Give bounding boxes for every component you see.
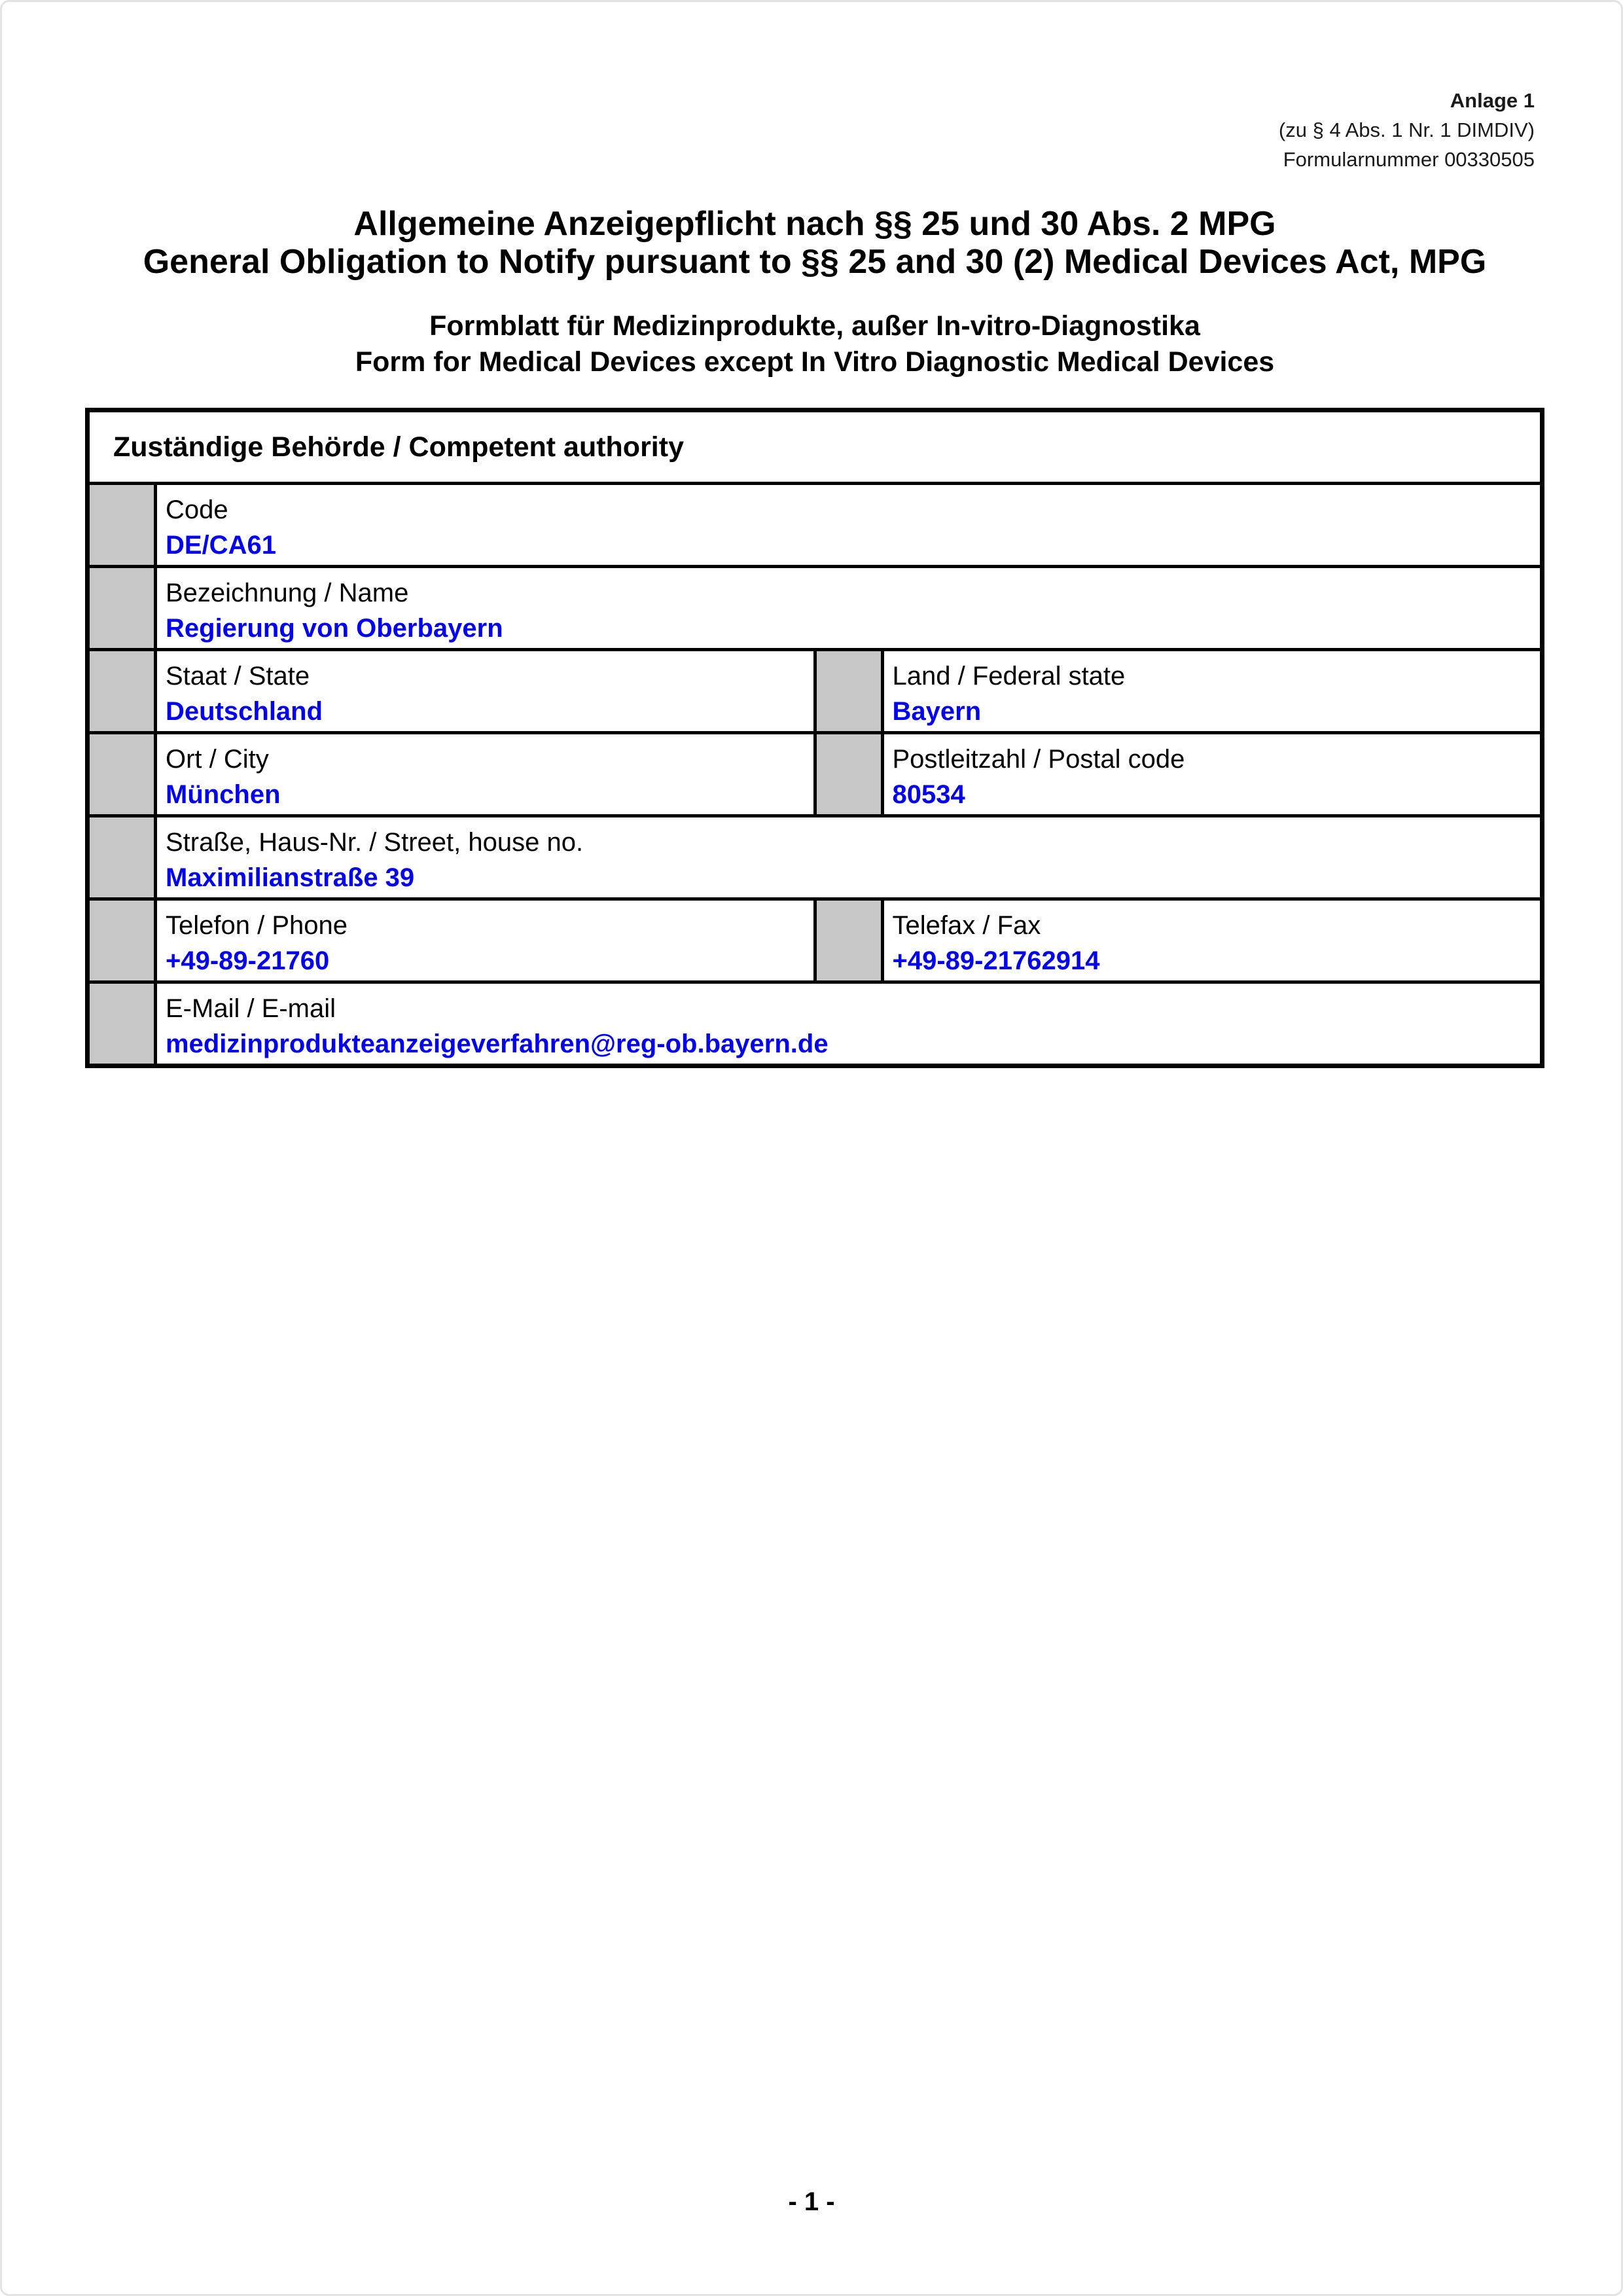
- field-marker: [90, 651, 157, 731]
- field-row-email: [90, 980, 1540, 1064]
- annex-label: Anlage 1: [1450, 89, 1535, 112]
- field-label: Telefax / Fax: [892, 911, 1041, 940]
- document-title-en: General Obligation to Notify pursuant to §§ 25 and 30 (2) Medical Devices Act, MPG: [143, 243, 1487, 281]
- document-subtitle-de: Formblatt für Medizinprodukte, außer In-vitro-Diagnostika: [429, 310, 1200, 342]
- form-reference-block: [1279, 86, 1535, 174]
- field-label: Bezeichnung / Name: [166, 579, 409, 607]
- field-cell: [157, 734, 813, 814]
- field-marker: [90, 568, 157, 648]
- field-label: Code: [166, 495, 228, 524]
- table-section-header: [90, 412, 1540, 482]
- field-marker: [90, 817, 157, 897]
- field-group: [90, 734, 813, 814]
- field-group: [813, 651, 1541, 731]
- field-value: DE/CA61: [166, 531, 276, 560]
- field-cell: [157, 651, 813, 731]
- field-label: Telefon / Phone: [166, 911, 348, 940]
- field-value: Regierung von Oberbayern: [166, 614, 503, 643]
- form-number: Formularnummer 00330505: [1283, 148, 1535, 171]
- field-group: [90, 568, 1540, 648]
- field-label: Ort / City: [166, 745, 269, 774]
- field-row-phone-fax: [90, 897, 1540, 980]
- field-marker: [817, 734, 884, 814]
- field-group: [90, 651, 813, 731]
- field-label: Postleitzahl / Postal code: [892, 745, 1185, 774]
- field-cell: [157, 984, 1540, 1064]
- legal-reference: (zu § 4 Abs. 1 Nr. 1 DIMDIV): [1278, 118, 1535, 141]
- field-cell: [157, 568, 1540, 648]
- field-value: Deutschland: [166, 697, 323, 726]
- page-number: - 1 -: [788, 2187, 835, 2216]
- field-cell: [884, 901, 1541, 980]
- field-value: München: [166, 780, 281, 809]
- section-title: Zuständige Behörde / Competent authority: [113, 431, 684, 463]
- competent-authority-table: [85, 408, 1544, 1068]
- field-group: [813, 901, 1541, 980]
- field-group: [90, 984, 1540, 1064]
- field-label: E-Mail / E-mail: [166, 994, 336, 1023]
- field-marker: [90, 984, 157, 1064]
- field-group: [90, 485, 1540, 565]
- field-cell: [884, 651, 1541, 731]
- field-marker: [817, 901, 884, 980]
- field-cell: [157, 817, 1540, 897]
- document-title-de: Allgemeine Anzeigepflicht nach §§ 25 und 30 Abs. 2 MPG: [353, 205, 1276, 243]
- field-marker: [817, 651, 884, 731]
- field-label: Land / Federal state: [892, 662, 1126, 691]
- field-value: +49-89-21760: [166, 946, 330, 975]
- field-row-name: [90, 565, 1540, 648]
- field-group: [813, 734, 1541, 814]
- field-value: +49-89-21762914: [892, 946, 1100, 975]
- field-marker: [90, 734, 157, 814]
- field-value: Maximilianstraße 39: [166, 863, 415, 892]
- field-value: 80534: [892, 780, 965, 809]
- field-cell: [157, 485, 1540, 565]
- field-row-state: [90, 648, 1540, 731]
- document-subtitle: [85, 308, 1544, 380]
- field-label: Staat / State: [166, 662, 310, 691]
- field-row-street: [90, 814, 1540, 897]
- field-cell: [157, 901, 813, 980]
- field-group: [90, 901, 813, 980]
- field-row-code: [90, 482, 1540, 565]
- field-group: [90, 817, 1540, 897]
- field-cell: [884, 734, 1541, 814]
- field-marker: [90, 485, 157, 565]
- field-value: medizinprodukteanzeigeverfahren@reg-ob.bayern.de: [166, 1030, 829, 1058]
- field-row-city: [90, 731, 1540, 814]
- field-value: Bayern: [892, 697, 982, 726]
- document-subtitle-en: Form for Medical Devices except In Vitro Diagnostic Medical Devices: [355, 346, 1275, 378]
- field-marker: [90, 901, 157, 980]
- field-label: Straße, Haus-Nr. / Street, house no.: [166, 828, 584, 857]
